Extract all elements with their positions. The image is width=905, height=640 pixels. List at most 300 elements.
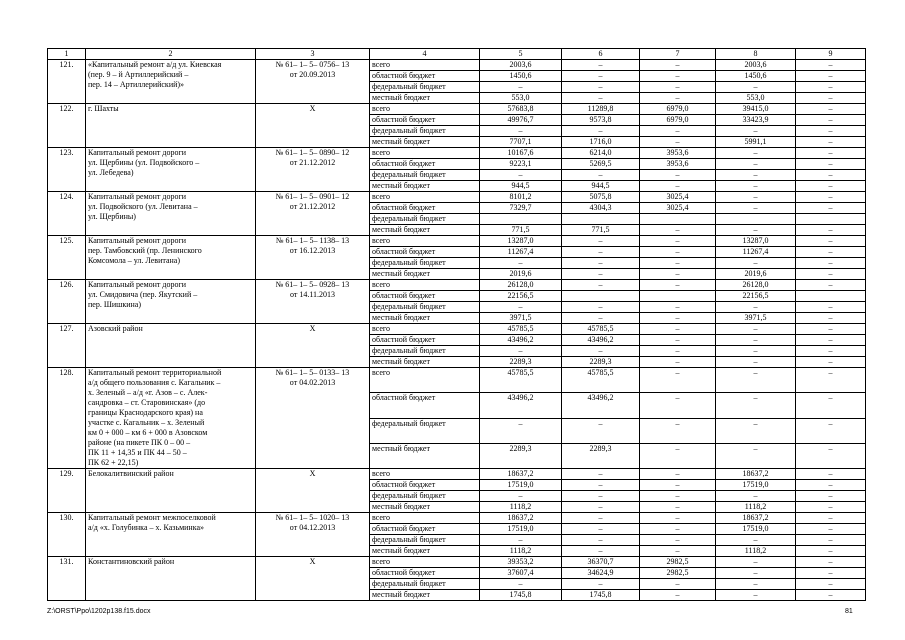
amount-cell: – bbox=[562, 269, 640, 280]
amount-cell: 5075,8 bbox=[562, 192, 640, 203]
column-number: 7 bbox=[640, 49, 716, 60]
amount-cell: 34624,9 bbox=[562, 568, 640, 579]
funding-source: областной бюджет bbox=[370, 115, 480, 126]
object-name: «Капитальный ремонт а/д ул. Киевская (пер. 9 – й Артиллерийский – пер. 14 – Артиллерийский)» bbox=[86, 60, 256, 104]
amount-cell: 3953,6 bbox=[640, 148, 716, 159]
amount-cell: – bbox=[480, 579, 562, 590]
item-number: 130. bbox=[48, 513, 86, 557]
item-number: 122. bbox=[48, 104, 86, 148]
amount-cell: – bbox=[796, 324, 866, 335]
amount-cell: 43496,2 bbox=[562, 393, 640, 418]
funding-source: федеральный бюджет bbox=[370, 579, 480, 590]
document-ref: № 61– 1– 5– 0901– 12 от 21.12.2012 bbox=[256, 192, 370, 236]
funding-source: федеральный бюджет bbox=[370, 126, 480, 137]
funding-source: федеральный бюджет bbox=[370, 214, 480, 225]
amount-cell: – bbox=[640, 313, 716, 324]
amount-cell: – bbox=[562, 126, 640, 137]
funding-source: всего bbox=[370, 368, 480, 393]
funding-source: областной бюджет bbox=[370, 335, 480, 346]
amount-cell: 6214,0 bbox=[562, 148, 640, 159]
amount-cell: – bbox=[640, 280, 716, 291]
amount-cell: – bbox=[640, 225, 716, 236]
amount-cell: – bbox=[796, 302, 866, 313]
funding-source: местный бюджет bbox=[370, 137, 480, 148]
amount-cell: – bbox=[640, 502, 716, 513]
funding-source: всего bbox=[370, 557, 480, 568]
item-number: 131. bbox=[48, 557, 86, 601]
object-name: г. Шахты bbox=[86, 104, 256, 148]
amount-cell: 49976,7 bbox=[480, 115, 562, 126]
amount-cell: – bbox=[796, 568, 866, 579]
amount-cell: – bbox=[796, 269, 866, 280]
funding-source: всего bbox=[370, 280, 480, 291]
amount-cell: 45785,5 bbox=[562, 324, 640, 335]
amount-cell: – bbox=[716, 491, 796, 502]
amount-cell: 37607,4 bbox=[480, 568, 562, 579]
amount-cell: 6979,0 bbox=[640, 104, 716, 115]
amount-cell: 2003,6 bbox=[716, 60, 796, 71]
amount-cell: 45785,5 bbox=[562, 368, 640, 393]
document-ref: Х bbox=[256, 324, 370, 368]
column-number: 6 bbox=[562, 49, 640, 60]
amount-cell: – bbox=[796, 535, 866, 546]
amount-cell: 17519,0 bbox=[716, 480, 796, 491]
amount-cell: 22156,5 bbox=[480, 291, 562, 302]
amount-cell: 771,5 bbox=[562, 225, 640, 236]
object-name: Капитальный ремонт дороги ул. Смидовича (пер. Якутский – пер. Шишкина) bbox=[86, 280, 256, 324]
amount-cell: 3971,5 bbox=[716, 313, 796, 324]
amount-cell: – bbox=[562, 280, 640, 291]
amount-cell: 1450,6 bbox=[716, 71, 796, 82]
funding-source: областной бюджет bbox=[370, 247, 480, 258]
amount-cell: 5269,5 bbox=[562, 159, 640, 170]
amount-cell: – bbox=[640, 181, 716, 192]
amount-cell: – bbox=[796, 258, 866, 269]
amount-cell: 2003,6 bbox=[480, 60, 562, 71]
amount-cell: – bbox=[796, 137, 866, 148]
amount-cell: 26128,0 bbox=[480, 280, 562, 291]
amount-cell: – bbox=[480, 491, 562, 502]
amount-cell: – bbox=[796, 313, 866, 324]
funding-source: местный бюджет bbox=[370, 181, 480, 192]
amount-cell: 1118,2 bbox=[716, 502, 796, 513]
funding-source: всего bbox=[370, 148, 480, 159]
funding-source: местный бюджет bbox=[370, 443, 480, 468]
amount-cell: 18637,2 bbox=[716, 469, 796, 480]
amount-cell: 18637,2 bbox=[480, 469, 562, 480]
amount-cell: – bbox=[796, 513, 866, 524]
amount-cell: 6979,0 bbox=[640, 115, 716, 126]
funding-source: федеральный бюджет bbox=[370, 170, 480, 181]
amount-cell: – bbox=[562, 60, 640, 71]
funding-source: областной бюджет bbox=[370, 159, 480, 170]
amount-cell: – bbox=[640, 590, 716, 601]
amount-cell: – bbox=[562, 71, 640, 82]
amount-cell: – bbox=[562, 502, 640, 513]
table-row bbox=[48, 280, 866, 291]
amount-cell: – bbox=[640, 82, 716, 93]
amount-cell: – bbox=[562, 82, 640, 93]
amount-cell: 33423,9 bbox=[716, 115, 796, 126]
document-ref: № 61– 1– 5– 0928– 13 от 14.11.2013 bbox=[256, 280, 370, 324]
amount-cell: 11267,4 bbox=[716, 247, 796, 258]
funding-source: всего bbox=[370, 192, 480, 203]
object-name: Капитальный ремонт дороги пер. Тамбовский (пр. Ленинского Комсомола – ул. Левитана) bbox=[86, 236, 256, 280]
amount-cell: 36370,7 bbox=[562, 557, 640, 568]
amount-cell: – bbox=[562, 513, 640, 524]
column-number: 8 bbox=[716, 49, 796, 60]
amount-cell: – bbox=[796, 82, 866, 93]
amount-cell: – bbox=[796, 346, 866, 357]
amount-cell: – bbox=[716, 443, 796, 468]
document-ref: № 61– 1– 5– 0890– 12 от 21.12.2012 bbox=[256, 148, 370, 192]
amount-cell: 3025,4 bbox=[640, 192, 716, 203]
document-ref: Х bbox=[256, 469, 370, 513]
amount-cell: – bbox=[640, 524, 716, 535]
amount-cell: – bbox=[480, 302, 562, 313]
table-row bbox=[48, 513, 866, 524]
amount-cell: – bbox=[640, 513, 716, 524]
amount-cell: 1745,8 bbox=[562, 590, 640, 601]
amount-cell: – bbox=[796, 546, 866, 557]
amount-cell: – bbox=[640, 71, 716, 82]
amount-cell: 11289,8 bbox=[562, 104, 640, 115]
table-row bbox=[48, 469, 866, 480]
amount-cell: 39415,0 bbox=[716, 104, 796, 115]
amount-cell: – bbox=[640, 368, 716, 393]
funding-source: федеральный бюджет bbox=[370, 82, 480, 93]
amount-cell: – bbox=[796, 557, 866, 568]
amount-cell: 1450,6 bbox=[480, 71, 562, 82]
amount-cell: – bbox=[796, 115, 866, 126]
amount-cell: – bbox=[796, 192, 866, 203]
amount-cell bbox=[480, 214, 562, 225]
funding-source: областной бюджет bbox=[370, 568, 480, 579]
amount-cell: – bbox=[640, 258, 716, 269]
amount-cell: 3971,5 bbox=[480, 313, 562, 324]
amount-cell: – bbox=[640, 324, 716, 335]
funding-source: местный бюджет bbox=[370, 357, 480, 368]
funding-source: местный бюджет bbox=[370, 269, 480, 280]
funding-source: федеральный бюджет bbox=[370, 535, 480, 546]
amount-cell: – bbox=[796, 357, 866, 368]
amount-cell: – bbox=[562, 93, 640, 104]
amount-cell: – bbox=[562, 480, 640, 491]
amount-cell: – bbox=[640, 357, 716, 368]
amount-cell: – bbox=[562, 346, 640, 357]
funding-source: федеральный бюджет bbox=[370, 258, 480, 269]
amount-cell: 2982,5 bbox=[640, 568, 716, 579]
funding-source: областной бюджет bbox=[370, 291, 480, 302]
document-ref: № 61– 1– 5– 0756– 13 от 20.09.2013 bbox=[256, 60, 370, 104]
amount-cell: – bbox=[716, 302, 796, 313]
funding-source: местный бюджет bbox=[370, 225, 480, 236]
amount-cell: – bbox=[562, 247, 640, 258]
amount-cell: 18637,2 bbox=[716, 513, 796, 524]
amount-cell: 1118,2 bbox=[716, 546, 796, 557]
amount-cell: – bbox=[796, 148, 866, 159]
amount-cell: 944,5 bbox=[480, 181, 562, 192]
funding-source: всего bbox=[370, 60, 480, 71]
amount-cell: – bbox=[640, 579, 716, 590]
column-number-row bbox=[48, 49, 866, 60]
amount-cell: – bbox=[640, 247, 716, 258]
amount-cell: – bbox=[796, 170, 866, 181]
table-row bbox=[48, 148, 866, 159]
amount-cell: – bbox=[716, 181, 796, 192]
amount-cell: 2289,3 bbox=[562, 443, 640, 468]
item-number: 123. bbox=[48, 148, 86, 192]
document-ref: Х bbox=[256, 104, 370, 148]
table-row bbox=[48, 60, 866, 71]
amount-cell: – bbox=[562, 469, 640, 480]
amount-cell: – bbox=[640, 269, 716, 280]
amount-cell: – bbox=[562, 258, 640, 269]
table-row bbox=[48, 324, 866, 335]
column-number: 3 bbox=[256, 49, 370, 60]
funding-source: всего bbox=[370, 324, 480, 335]
amount-cell: – bbox=[562, 302, 640, 313]
amount-cell: 45785,5 bbox=[480, 324, 562, 335]
amount-cell bbox=[796, 214, 866, 225]
amount-cell: 43496,2 bbox=[480, 393, 562, 418]
table-row bbox=[48, 104, 866, 115]
amount-cell: 13287,0 bbox=[480, 236, 562, 247]
item-number: 125. bbox=[48, 236, 86, 280]
amount-cell: – bbox=[716, 225, 796, 236]
amount-cell bbox=[716, 214, 796, 225]
amount-cell: – bbox=[640, 393, 716, 418]
amount-cell: – bbox=[640, 93, 716, 104]
funding-source: областной бюджет bbox=[370, 71, 480, 82]
amount-cell: – bbox=[562, 579, 640, 590]
amount-cell: – bbox=[716, 324, 796, 335]
amount-cell: 2019,6 bbox=[716, 269, 796, 280]
amount-cell: 22156,5 bbox=[716, 291, 796, 302]
amount-cell: 2289,3 bbox=[562, 357, 640, 368]
amount-cell: – bbox=[640, 418, 716, 443]
amount-cell: 5991,1 bbox=[716, 137, 796, 148]
amount-cell: 18637,2 bbox=[480, 513, 562, 524]
object-name: Капитальный ремонт межпоселковой а/д «х. Голубинка – х. Казьминка» bbox=[86, 513, 256, 557]
amount-cell: – bbox=[716, 590, 796, 601]
amount-cell: – bbox=[640, 170, 716, 181]
table-row bbox=[48, 368, 866, 393]
table-row bbox=[48, 557, 866, 568]
funding-source: местный бюджет bbox=[370, 313, 480, 324]
amount-cell: 7707,1 bbox=[480, 137, 562, 148]
funding-source: областной бюджет bbox=[370, 393, 480, 418]
amount-cell: – bbox=[716, 159, 796, 170]
amount-cell: – bbox=[480, 258, 562, 269]
object-name: Азовский район bbox=[86, 324, 256, 368]
amount-cell: – bbox=[640, 480, 716, 491]
amount-cell: 4304,3 bbox=[562, 203, 640, 214]
column-number: 9 bbox=[796, 49, 866, 60]
amount-cell: – bbox=[480, 170, 562, 181]
amount-cell: – bbox=[716, 357, 796, 368]
amount-cell: – bbox=[796, 60, 866, 71]
amount-cell: – bbox=[796, 335, 866, 346]
file-path: Z:\ORST\Ppo\1202p138.f15.docx bbox=[47, 608, 151, 615]
amount-cell: – bbox=[716, 192, 796, 203]
funding-source: областной бюджет bbox=[370, 524, 480, 535]
document-ref: № 61– 1– 5– 1138– 13 от 16.12.2013 bbox=[256, 236, 370, 280]
amount-cell: – bbox=[716, 393, 796, 418]
amount-cell: – bbox=[640, 236, 716, 247]
amount-cell: 45785,5 bbox=[480, 368, 562, 393]
amount-cell: – bbox=[716, 258, 796, 269]
document-ref: Х bbox=[256, 557, 370, 601]
amount-cell bbox=[640, 291, 716, 302]
table-row bbox=[48, 236, 866, 247]
amount-cell: – bbox=[716, 335, 796, 346]
item-number: 121. bbox=[48, 60, 86, 104]
amount-cell: – bbox=[796, 280, 866, 291]
amount-cell bbox=[796, 291, 866, 302]
funding-source: местный бюджет bbox=[370, 546, 480, 557]
amount-cell: – bbox=[716, 346, 796, 357]
table-row bbox=[48, 192, 866, 203]
amount-cell: – bbox=[796, 203, 866, 214]
amount-cell: – bbox=[640, 491, 716, 502]
amount-cell: 9223,1 bbox=[480, 159, 562, 170]
amount-cell: 10167,6 bbox=[480, 148, 562, 159]
funding-source: всего bbox=[370, 236, 480, 247]
amount-cell: 9573,8 bbox=[562, 115, 640, 126]
amount-cell: – bbox=[716, 557, 796, 568]
document-ref: № 61– 1– 5– 1020– 13 от 04.12.2013 bbox=[256, 513, 370, 557]
item-number: 128. bbox=[48, 368, 86, 469]
amount-cell: – bbox=[796, 443, 866, 468]
column-number: 1 bbox=[48, 49, 86, 60]
object-name: Белокалитвинский район bbox=[86, 469, 256, 513]
amount-cell: – bbox=[640, 137, 716, 148]
amount-cell: – bbox=[716, 418, 796, 443]
amount-cell bbox=[562, 291, 640, 302]
amount-cell: – bbox=[640, 469, 716, 480]
funding-source: местный бюджет bbox=[370, 93, 480, 104]
amount-cell: – bbox=[562, 524, 640, 535]
amount-cell: – bbox=[562, 535, 640, 546]
amount-cell: – bbox=[796, 93, 866, 104]
amount-cell: – bbox=[796, 225, 866, 236]
item-number: 126. bbox=[48, 280, 86, 324]
amount-cell: 2289,3 bbox=[480, 443, 562, 468]
amount-cell: – bbox=[796, 524, 866, 535]
amount-cell: – bbox=[640, 535, 716, 546]
amount-cell: – bbox=[796, 480, 866, 491]
funding-source: федеральный бюджет bbox=[370, 346, 480, 357]
amount-cell: – bbox=[796, 71, 866, 82]
amount-cell: – bbox=[480, 82, 562, 93]
amount-cell: – bbox=[796, 247, 866, 258]
amount-cell: – bbox=[796, 469, 866, 480]
amount-cell: 553,0 bbox=[480, 93, 562, 104]
amount-cell: 553,0 bbox=[716, 93, 796, 104]
column-number: 2 bbox=[86, 49, 256, 60]
amount-cell: 771,5 bbox=[480, 225, 562, 236]
amount-cell: – bbox=[796, 104, 866, 115]
amount-cell: – bbox=[480, 418, 562, 443]
amount-cell: – bbox=[796, 502, 866, 513]
funding-source: областной бюджет bbox=[370, 203, 480, 214]
amount-cell bbox=[640, 214, 716, 225]
amount-cell: – bbox=[716, 148, 796, 159]
item-number: 124. bbox=[48, 192, 86, 236]
document-ref: № 61– 1– 5– 0133– 13 от 04.02.2013 bbox=[256, 368, 370, 469]
amount-cell: – bbox=[562, 418, 640, 443]
funding-source: областной бюджет bbox=[370, 480, 480, 491]
amount-cell: 43496,2 bbox=[562, 335, 640, 346]
amount-cell: – bbox=[716, 568, 796, 579]
amount-cell: 11267,4 bbox=[480, 247, 562, 258]
amount-cell: – bbox=[640, 126, 716, 137]
amount-cell: – bbox=[796, 393, 866, 418]
amount-cell: 17519,0 bbox=[480, 480, 562, 491]
funding-source: всего bbox=[370, 513, 480, 524]
object-name: Капитальный ремонт территориальной а/д общего пользования с. Кагальник – х. Зеленый – а/д «г. Азов – с. Алек- сандровка – ст. Старовинская» (до границы Краснодарского края) на участке с. Кагальник – х. Зеленый км 0 + 000 – км 6 + 000 в Азовском районе (на пикете ПК 0 – 00 – ПК 11 + 14,35 и ПК 44 – 50 – ПК 62 + 22,15) bbox=[86, 368, 256, 469]
funding-source: федеральный бюджет bbox=[370, 491, 480, 502]
amount-cell: – bbox=[640, 346, 716, 357]
funding-source: федеральный бюджет bbox=[370, 302, 480, 313]
column-number: 4 bbox=[370, 49, 480, 60]
funding-source: федеральный бюджет bbox=[370, 418, 480, 443]
object-name: Капитальный ремонт дороги ул. Подвойского (ул. Левитана – ул. Щербины) bbox=[86, 192, 256, 236]
amount-cell: 1716,0 bbox=[562, 137, 640, 148]
amount-cell: – bbox=[640, 443, 716, 468]
budget-table bbox=[47, 48, 866, 601]
amount-cell: – bbox=[716, 170, 796, 181]
amount-cell: – bbox=[716, 126, 796, 137]
amount-cell: – bbox=[716, 203, 796, 214]
amount-cell: 2019,6 bbox=[480, 269, 562, 280]
amount-cell: – bbox=[796, 159, 866, 170]
amount-cell: 43496,2 bbox=[480, 335, 562, 346]
amount-cell: – bbox=[716, 368, 796, 393]
amount-cell: 1118,2 bbox=[480, 502, 562, 513]
amount-cell bbox=[562, 214, 640, 225]
amount-cell: – bbox=[716, 535, 796, 546]
amount-cell: – bbox=[796, 181, 866, 192]
amount-cell: 57683,8 bbox=[480, 104, 562, 115]
amount-cell: – bbox=[640, 335, 716, 346]
amount-cell: – bbox=[562, 491, 640, 502]
amount-cell: – bbox=[640, 302, 716, 313]
amount-cell: – bbox=[640, 546, 716, 557]
amount-cell: 17519,0 bbox=[480, 524, 562, 535]
amount-cell: 26128,0 bbox=[716, 280, 796, 291]
amount-cell: – bbox=[480, 346, 562, 357]
amount-cell: – bbox=[796, 368, 866, 393]
amount-cell: – bbox=[796, 418, 866, 443]
item-number: 129. bbox=[48, 469, 86, 513]
amount-cell: – bbox=[796, 236, 866, 247]
amount-cell: – bbox=[640, 60, 716, 71]
amount-cell: – bbox=[796, 590, 866, 601]
amount-cell: 13287,0 bbox=[716, 236, 796, 247]
amount-cell: – bbox=[716, 579, 796, 590]
funding-source: местный бюджет bbox=[370, 590, 480, 601]
amount-cell: 3025,4 bbox=[640, 203, 716, 214]
amount-cell: – bbox=[796, 491, 866, 502]
amount-cell: – bbox=[562, 546, 640, 557]
amount-cell: 944,5 bbox=[562, 181, 640, 192]
funding-source: всего bbox=[370, 104, 480, 115]
amount-cell: 1745,8 bbox=[480, 590, 562, 601]
column-number: 5 bbox=[480, 49, 562, 60]
amount-cell: – bbox=[480, 126, 562, 137]
